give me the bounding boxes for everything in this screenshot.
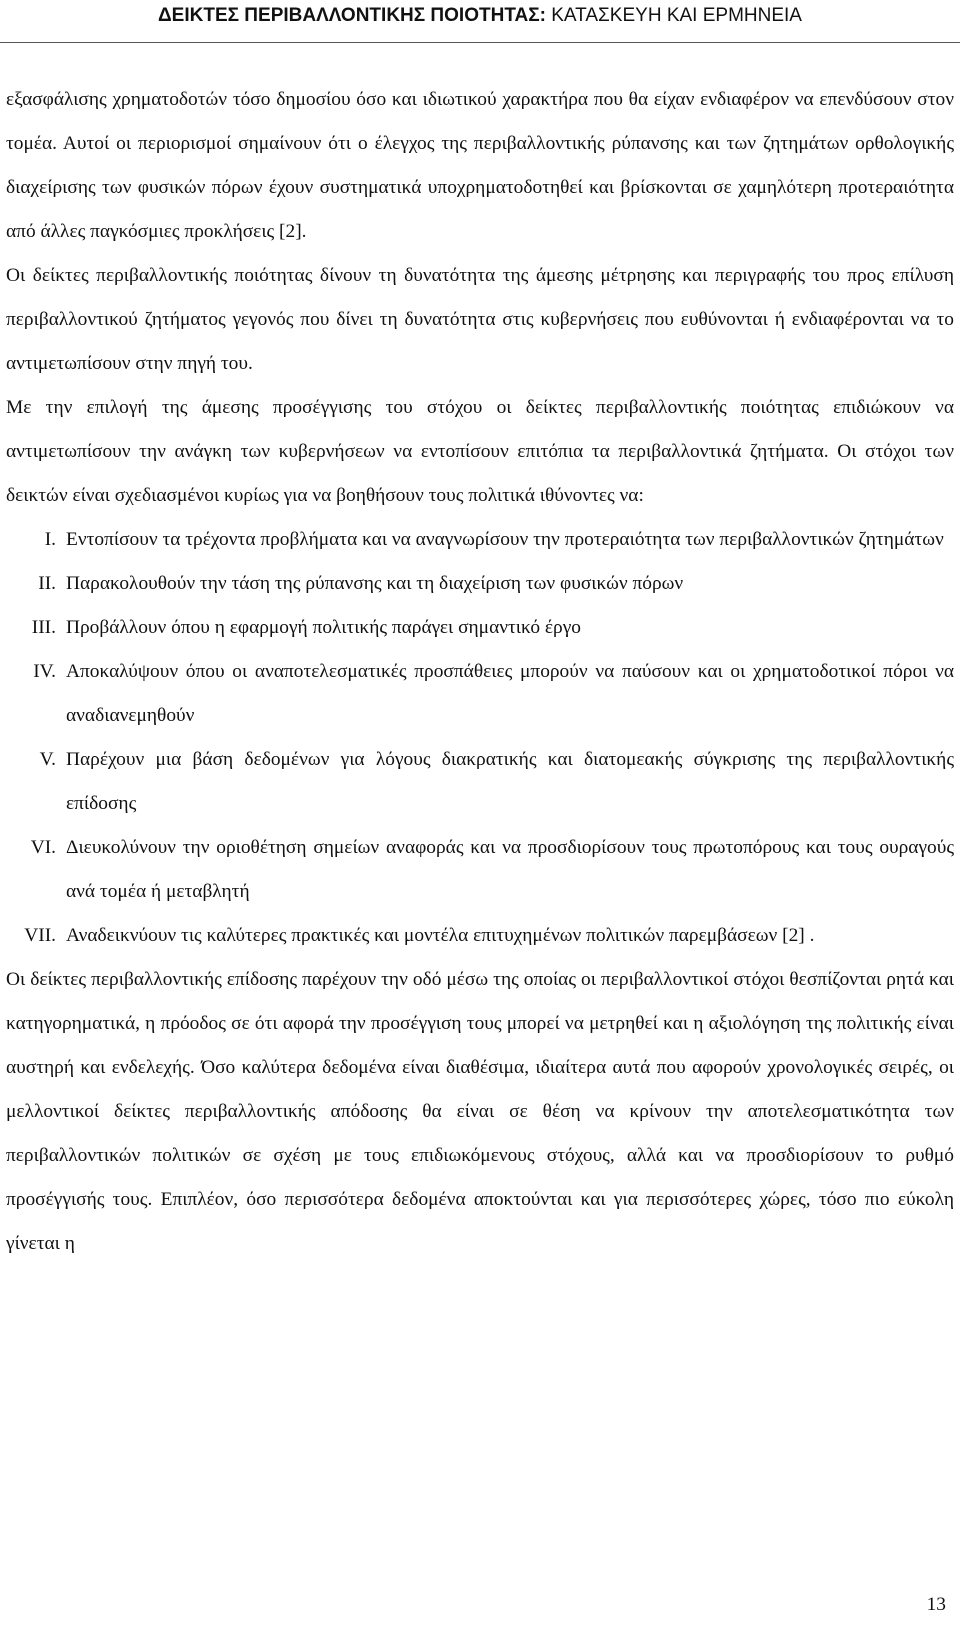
list-item-text: Εντοπίσουν τα τρέχοντα προβλήματα και να αναγνωρίσουν την προτεραιότητα των περιβαλλοντικών ζητημάτων bbox=[66, 529, 944, 550]
list-item-text: Αναδεικνύουν τις καλύτερες πρακτικές και μοντέλα επιτυχημένων πολιτικών παρεμβάσεων [2] . bbox=[66, 925, 815, 946]
list-item-text: Προβάλλουν όπου η εφαρμογή πολιτικής παράγει σημαντικό έργο bbox=[66, 617, 581, 638]
goals-list bbox=[6, 518, 954, 958]
list-item-text: Αποκαλύψουν όπου οι αναποτελεσματικές προσπάθειες μπορούν να παύσουν και οι χρηματοδοτικοί πόροι να αναδιανεμηθούν bbox=[66, 661, 954, 726]
paragraph-4: Οι δείκτες περιβαλλοντικής επίδοσης παρέχουν την οδό μέσω της οποίας οι περιβαλλοντικοί στόχοι θεσπίζονται ρητά και κατηγορηματικά, η πρόοδος σε ότι αφορά την προσέγγιση τους μπορεί να μετρηθεί και η αξιολόγηση της πολιτικής είναι αυστηρή και ενδελεχής. Όσο καλύτερα δεδομένα είναι διαθέσιμα, ιδιαίτερα αυτά που αφορούν χρονολογικές σειρές, οι μελλοντικοί δείκτες περιβαλλοντικής απόδοσης θα είναι σε θέση να κρίνουν την αποτελεσματικότητα των περιβαλλοντικών πολιτικών σε σχέση με τους επιδιωκόμενους στόχους, αλλά και να προσδιορίσουν το ρυθμό προσέγγισής τους. Επιπλέον, όσο περισσότερα δεδομένα αποκτούνται και για περισσότερες χώρες, τόσο πιο εύκολη γίνεται η bbox=[6, 969, 954, 1254]
header-divider bbox=[0, 42, 960, 43]
list-item-number: III. bbox=[31, 617, 56, 638]
paragraph-3: Με την επιλογή της άμεσης προσέγγισης του στόχου οι δείκτες περιβαλλοντικής ποιότητας επιδιώκουν να αντιμετωπίσουν την ανάγκη των κυβερνήσεων να εντοπίσουν επιτόπια τα περιβαλλοντικά ζητήματα. Οι στόχοι των δεικτών είναι σχεδιασμένοι κυρίως για να βοηθήσουν τους πολιτικά ιθύνοντες να: bbox=[6, 397, 954, 506]
list-item bbox=[6, 826, 954, 914]
list-item bbox=[6, 650, 954, 738]
list-item-number: II. bbox=[38, 573, 56, 594]
list-item-number: VII. bbox=[24, 925, 56, 946]
list-item bbox=[6, 738, 954, 826]
list-item-text: Διευκολύνουν την οριοθέτηση σημείων αναφοράς και να προσδιορίσουν τους πρωτοπόρους και τους ουραγούς ανά τομέα ή μεταβλητή bbox=[66, 837, 954, 902]
list-item-number: IV. bbox=[33, 661, 56, 682]
list-item-text: Παρέχουν μια βάση δεδομένων για λόγους διακρατικής και διατομεακής σύγκρισης της περιβαλλοντικής επίδοσης bbox=[66, 749, 954, 814]
list-item bbox=[6, 606, 954, 650]
page-number: 13 bbox=[926, 1594, 946, 1615]
list-item-number: VI. bbox=[30, 837, 56, 858]
list-item-text: Παρακολουθούν την τάση της ρύπανσης και τη διαχείριση των φυσικών πόρων bbox=[66, 573, 684, 594]
page-body bbox=[6, 78, 954, 1266]
list-item bbox=[6, 914, 954, 958]
paragraph-2: Οι δείκτες περιβαλλοντικής ποιότητας δίνουν τη δυνατότητα της άμεσης μέτρησης και περιγραφής του προς επίλυση περιβαλλοντικού ζητήματος γεγονός που δίνει τη δυνατότητα στις κυβερνήσεις που ευθύνονται ή ενδιαφέρονται να το αντιμετωπίσουν στην πηγή του. bbox=[6, 265, 954, 374]
list-item-number: V. bbox=[39, 749, 56, 770]
header-title-bold: ΔΕΙΚΤΕΣ ΠΕΡΙΒΑΛΛΟΝΤΙΚΗΣ ΠΟΙΟΤΗΤΑΣ: bbox=[158, 5, 546, 26]
list-item bbox=[6, 562, 954, 606]
paragraph-1: εξασφάλισης χρηματοδοτών τόσο δημοσίου όσο και ιδιωτικού χαρακτήρα που θα είχαν ενδιαφέρον να επενδύσουν στον τομέα. Αυτοί οι περιορισμοί σημαίνουν ότι ο έλεγχος της περιβαλλοντικής ρύπανσης και των ζητημάτων ορθολογικής διαχείρισης των φυσικών πόρων έχουν συστηματικά υποχρηματοδοτηθεί και βρίσκονται σε χαμηλότερη προτεραιότητα από άλλες παγκόσμιες προκλήσεις [2]. bbox=[6, 89, 954, 242]
header-title-rest: ΚΑΤΑΣΚΕΥΗ ΚΑΙ ΕΡΜΗΝΕΙΑ bbox=[545, 5, 802, 26]
list-item bbox=[6, 518, 954, 562]
list-item-number: I. bbox=[44, 529, 56, 550]
